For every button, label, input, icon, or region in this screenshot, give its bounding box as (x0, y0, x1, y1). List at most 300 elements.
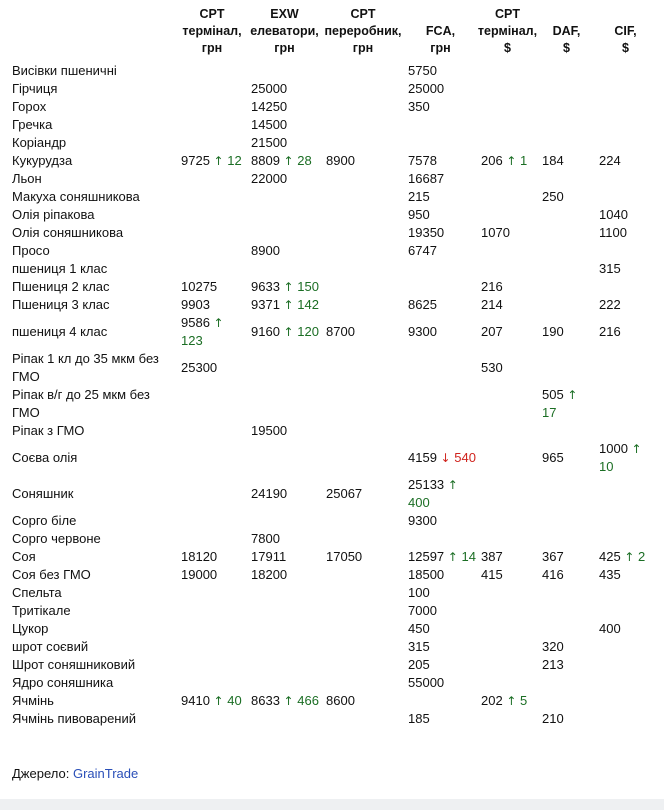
source-label: Джерело: (12, 766, 70, 781)
price-cell (595, 422, 656, 440)
price-cell (247, 422, 322, 440)
price-cell (477, 620, 538, 638)
price-cell (404, 134, 477, 152)
table-row (8, 476, 656, 512)
price-change-value: 2 (638, 549, 646, 564)
price-change-up (214, 153, 242, 168)
price-cell (538, 530, 595, 548)
table-row (8, 152, 656, 170)
price-value: 505 (542, 387, 564, 402)
price-value: 9300 (408, 324, 437, 339)
price-value: 213 (542, 657, 564, 672)
product-name: Гірчиця (12, 81, 58, 96)
column-header-line: CPT (199, 7, 225, 21)
price-cell (177, 134, 247, 152)
price-cell (177, 80, 247, 98)
source-link[interactable]: GrainTrade (72, 766, 139, 781)
arrow-up-icon: ↑ (283, 280, 294, 294)
price-cell (247, 620, 322, 638)
price-cell (477, 584, 538, 602)
price-cell (595, 584, 656, 602)
price-cell (538, 242, 595, 260)
price-cell (595, 62, 656, 80)
price-value: 9725 (181, 153, 210, 168)
column-header (404, 6, 477, 62)
price-cell (322, 584, 404, 602)
price-cell (477, 314, 538, 350)
arrow-up-icon: ↑ (213, 694, 224, 708)
price-value: 7800 (251, 531, 280, 546)
table-row (8, 602, 656, 620)
price-cell (404, 602, 477, 620)
price-cell (538, 620, 595, 638)
price-value: 55000 (408, 675, 445, 690)
price-cell (322, 674, 404, 692)
arrow-down-icon: ↓ (440, 451, 451, 465)
price-cell (595, 314, 656, 350)
price-cell (595, 710, 656, 728)
price-cell (538, 278, 595, 296)
table-row (8, 386, 656, 422)
price-value: 7000 (408, 603, 437, 618)
price-cell (477, 152, 538, 170)
price-cell (247, 206, 322, 224)
product-name: Ріпак в/г до 25 мкм без ГМО (12, 387, 150, 420)
price-value: 1000 (599, 441, 628, 456)
price-value: 206 (481, 153, 503, 168)
column-header-line: переробник, (324, 24, 402, 38)
price-value: 19350 (408, 225, 445, 240)
price-value: 1040 (599, 207, 628, 222)
price-cell (477, 710, 538, 728)
price-cell (595, 170, 656, 188)
price-change-down (441, 450, 476, 465)
price-value: 190 (542, 324, 564, 339)
price-cell (538, 476, 595, 512)
column-header-line: $ (504, 41, 511, 55)
column-header-line: грн (352, 41, 374, 55)
price-cell (538, 566, 595, 584)
price-cell (477, 116, 538, 134)
price-cell (177, 656, 247, 674)
price-cell (177, 188, 247, 206)
table-row (8, 674, 656, 692)
price-value: 14500 (251, 117, 288, 132)
column-header-line: CPT (350, 7, 376, 21)
price-change-value: 40 (227, 693, 242, 708)
price-value: 1070 (481, 225, 510, 240)
price-value: 25300 (181, 360, 218, 375)
price-value: 14250 (251, 99, 288, 114)
price-cell (477, 188, 538, 206)
arrow-up-icon: ↑ (447, 478, 458, 492)
price-cell (538, 350, 595, 386)
price-cell (477, 692, 538, 710)
column-header-line: CPT (495, 7, 520, 21)
product-name: Сорго червоне (12, 531, 101, 546)
price-cell (404, 692, 477, 710)
column-header-line: $ (622, 41, 629, 55)
product-name: Шрот соняшниковий (12, 657, 136, 672)
price-value: 425 (599, 549, 621, 564)
price-cell (322, 152, 404, 170)
price-cell (247, 602, 322, 620)
column-header (247, 6, 322, 62)
price-cell (322, 242, 404, 260)
price-cell (404, 620, 477, 638)
price-cell (177, 116, 247, 134)
price-cell (177, 278, 247, 296)
price-cell (177, 314, 247, 350)
price-cell (247, 710, 322, 728)
price-cell (595, 674, 656, 692)
price-cell (177, 350, 247, 386)
column-header (595, 6, 656, 62)
price-table-container (8, 6, 656, 728)
price-change-value: 14 (461, 549, 476, 564)
price-cell (247, 278, 322, 296)
price-cell (404, 638, 477, 656)
price-value: 25067 (326, 486, 363, 501)
price-cell (404, 242, 477, 260)
table-row (8, 314, 656, 350)
price-value: 216 (481, 279, 503, 294)
price-cell (322, 350, 404, 386)
price-cell (247, 566, 322, 584)
table-row (8, 422, 656, 440)
price-cell (538, 512, 595, 530)
price-value: 8600 (326, 693, 355, 708)
price-cell (595, 386, 656, 422)
price-cell (595, 440, 656, 476)
price-value: 320 (542, 639, 564, 654)
price-cell (595, 656, 656, 674)
product-name: пшениця 1 клас (12, 261, 108, 276)
price-cell (477, 512, 538, 530)
price-value: 210 (542, 711, 564, 726)
price-value: 415 (481, 567, 503, 582)
price-value: 367 (542, 549, 564, 564)
price-cell (247, 638, 322, 656)
price-cell (404, 296, 477, 314)
table-row (8, 656, 656, 674)
product-name: Ріпак 1 кл до 35 мкм без ГМО (12, 351, 159, 384)
price-change-up (624, 549, 645, 564)
price-cell (538, 422, 595, 440)
price-value: 950 (408, 207, 430, 222)
price-value: 12597 (408, 549, 445, 564)
price-value: 6747 (408, 243, 437, 258)
price-cell (322, 386, 404, 422)
price-value: 9300 (408, 513, 437, 528)
price-cell (247, 62, 322, 80)
price-change-value: 5 (520, 693, 528, 708)
price-cell (595, 98, 656, 116)
price-change-up (284, 153, 312, 168)
price-cell (322, 692, 404, 710)
price-cell (177, 206, 247, 224)
price-cell (322, 476, 404, 512)
product-name: Льон (12, 171, 42, 186)
price-cell (247, 152, 322, 170)
price-change-value: 28 (297, 153, 312, 168)
price-change-up (214, 693, 242, 708)
price-value: 4159 (408, 450, 437, 465)
price-cell (177, 548, 247, 566)
price-cell (322, 602, 404, 620)
price-value: 184 (542, 153, 564, 168)
arrow-up-icon: ↑ (631, 442, 642, 456)
price-value: 10275 (181, 279, 218, 294)
price-value: 9410 (181, 693, 210, 708)
price-cell (404, 206, 477, 224)
price-cell (404, 422, 477, 440)
price-change-up (506, 153, 527, 168)
price-cell (322, 314, 404, 350)
price-value: 224 (599, 153, 621, 168)
product-name: Спельта (12, 585, 62, 600)
product-name: пшениця 4 клас (12, 324, 108, 339)
price-cell (404, 314, 477, 350)
price-value: 9160 (251, 324, 280, 339)
table-row (8, 296, 656, 314)
price-value: 350 (408, 99, 430, 114)
table-row (8, 206, 656, 224)
price-cell (477, 170, 538, 188)
table-row (8, 440, 656, 476)
price-cell (322, 62, 404, 80)
price-cell (247, 674, 322, 692)
price-cell (404, 584, 477, 602)
price-cell (595, 116, 656, 134)
price-value: 185 (408, 711, 430, 726)
price-cell (177, 566, 247, 584)
price-cell (477, 548, 538, 566)
price-value: 530 (481, 360, 503, 375)
price-value: 21500 (251, 135, 288, 150)
price-value: 25133 (408, 477, 445, 492)
table-row (8, 710, 656, 728)
price-table (8, 6, 656, 728)
price-cell (177, 674, 247, 692)
price-value: 1100 (599, 225, 627, 240)
price-cell (322, 98, 404, 116)
price-cell (322, 530, 404, 548)
table-row (8, 224, 656, 242)
price-change-up (448, 549, 476, 564)
price-cell (404, 278, 477, 296)
price-cell (177, 422, 247, 440)
price-cell (322, 278, 404, 296)
price-change-value: 17 (542, 405, 557, 420)
price-cell (177, 98, 247, 116)
price-cell (595, 548, 656, 566)
price-value: 8809 (251, 153, 280, 168)
arrow-up-icon: ↑ (447, 550, 458, 564)
price-value: 8633 (251, 693, 280, 708)
table-row (8, 278, 656, 296)
price-value: 9586 (181, 315, 210, 330)
price-cell (595, 188, 656, 206)
price-cell (477, 278, 538, 296)
price-value: 205 (408, 657, 430, 672)
price-value: 7578 (408, 153, 437, 168)
price-value: 19000 (181, 567, 218, 582)
column-header-line: DAF, (552, 24, 581, 38)
price-cell (177, 638, 247, 656)
price-cell (322, 260, 404, 278)
price-cell (322, 188, 404, 206)
price-cell (247, 656, 322, 674)
price-value: 5750 (408, 63, 437, 78)
arrow-up-icon: ↑ (283, 325, 294, 339)
price-cell (247, 476, 322, 512)
price-value: 202 (481, 693, 503, 708)
arrow-up-icon: ↑ (283, 298, 294, 312)
price-cell (322, 548, 404, 566)
price-cell (322, 512, 404, 530)
table-row (8, 566, 656, 584)
price-cell (247, 224, 322, 242)
price-value: 8900 (251, 243, 280, 258)
price-cell (177, 602, 247, 620)
product-name: Макуха соняшникова (12, 189, 140, 204)
price-cell (477, 62, 538, 80)
price-cell (477, 260, 538, 278)
price-cell (538, 710, 595, 728)
price-value: 207 (481, 324, 503, 339)
arrow-up-icon: ↑ (283, 154, 294, 168)
price-cell (177, 512, 247, 530)
price-cell (322, 224, 404, 242)
price-value: 435 (599, 567, 621, 582)
product-name: Ядро соняшника (12, 675, 114, 690)
table-row (8, 548, 656, 566)
price-cell (247, 386, 322, 422)
price-cell (247, 548, 322, 566)
price-change-up (284, 693, 319, 708)
price-cell (322, 638, 404, 656)
price-cell (247, 170, 322, 188)
price-cell (477, 206, 538, 224)
price-value: 25000 (408, 81, 445, 96)
price-value: 19500 (251, 423, 288, 438)
price-cell (322, 656, 404, 674)
price-value: 315 (599, 261, 621, 276)
price-cell (595, 530, 656, 548)
footer-bar (0, 799, 664, 810)
price-value: 16687 (408, 171, 445, 186)
price-cell (404, 116, 477, 134)
price-cell (538, 656, 595, 674)
price-change-up (506, 693, 527, 708)
price-cell (322, 80, 404, 98)
price-cell (177, 170, 247, 188)
table-header (8, 6, 656, 62)
table-row (8, 260, 656, 278)
price-cell (477, 638, 538, 656)
table-row (8, 350, 656, 386)
price-cell (595, 296, 656, 314)
price-cell (177, 260, 247, 278)
table-row (8, 242, 656, 260)
price-cell (177, 242, 247, 260)
price-cell (538, 152, 595, 170)
arrow-up-icon: ↑ (506, 154, 517, 168)
price-cell (538, 80, 595, 98)
price-cell (595, 152, 656, 170)
price-cell (595, 476, 656, 512)
price-cell (477, 296, 538, 314)
price-cell (477, 98, 538, 116)
table-row (8, 638, 656, 656)
product-name: Олія соняшникова (12, 225, 124, 240)
price-cell (322, 440, 404, 476)
price-cell (247, 242, 322, 260)
price-cell (538, 224, 595, 242)
product-name: Сорго біле (12, 513, 77, 528)
price-cell (247, 440, 322, 476)
price-cell (177, 692, 247, 710)
price-change-up (284, 297, 319, 312)
price-cell (404, 566, 477, 584)
product-name: Соя без ГМО (12, 567, 91, 582)
price-value: 214 (481, 297, 503, 312)
price-value: 18200 (251, 567, 288, 582)
price-cell (247, 296, 322, 314)
price-cell (247, 188, 322, 206)
price-cell (404, 476, 477, 512)
price-cell (404, 152, 477, 170)
price-change-value: 1 (520, 153, 528, 168)
price-cell (538, 134, 595, 152)
column-header-line: грн (274, 41, 295, 55)
price-cell (538, 440, 595, 476)
product-name: Гречка (12, 117, 53, 132)
price-cell (538, 188, 595, 206)
column-header-line: термінал, (477, 24, 538, 38)
product-name: Ріпак з ГМО (12, 423, 85, 438)
column-header-line: CIF, (614, 24, 637, 38)
arrow-up-icon: ↑ (213, 154, 224, 168)
price-cell (595, 278, 656, 296)
price-cell (538, 296, 595, 314)
price-cell (247, 116, 322, 134)
price-cell (595, 134, 656, 152)
table-row (8, 188, 656, 206)
price-cell (538, 692, 595, 710)
price-value: 315 (408, 639, 430, 654)
price-value: 9903 (181, 297, 210, 312)
column-header-line: FCA, (425, 24, 456, 38)
price-cell (538, 206, 595, 224)
price-cell (538, 638, 595, 656)
price-value: 416 (542, 567, 564, 582)
source-line (12, 766, 138, 781)
price-cell (538, 602, 595, 620)
table-row (8, 692, 656, 710)
table-row (8, 98, 656, 116)
price-cell (247, 98, 322, 116)
column-header (477, 6, 538, 62)
price-cell (177, 530, 247, 548)
product-name: Пшениця 3 клас (12, 297, 110, 312)
price-cell (404, 386, 477, 422)
price-cell (177, 152, 247, 170)
column-header (322, 6, 404, 62)
price-value: 24190 (251, 486, 288, 501)
price-cell (538, 98, 595, 116)
